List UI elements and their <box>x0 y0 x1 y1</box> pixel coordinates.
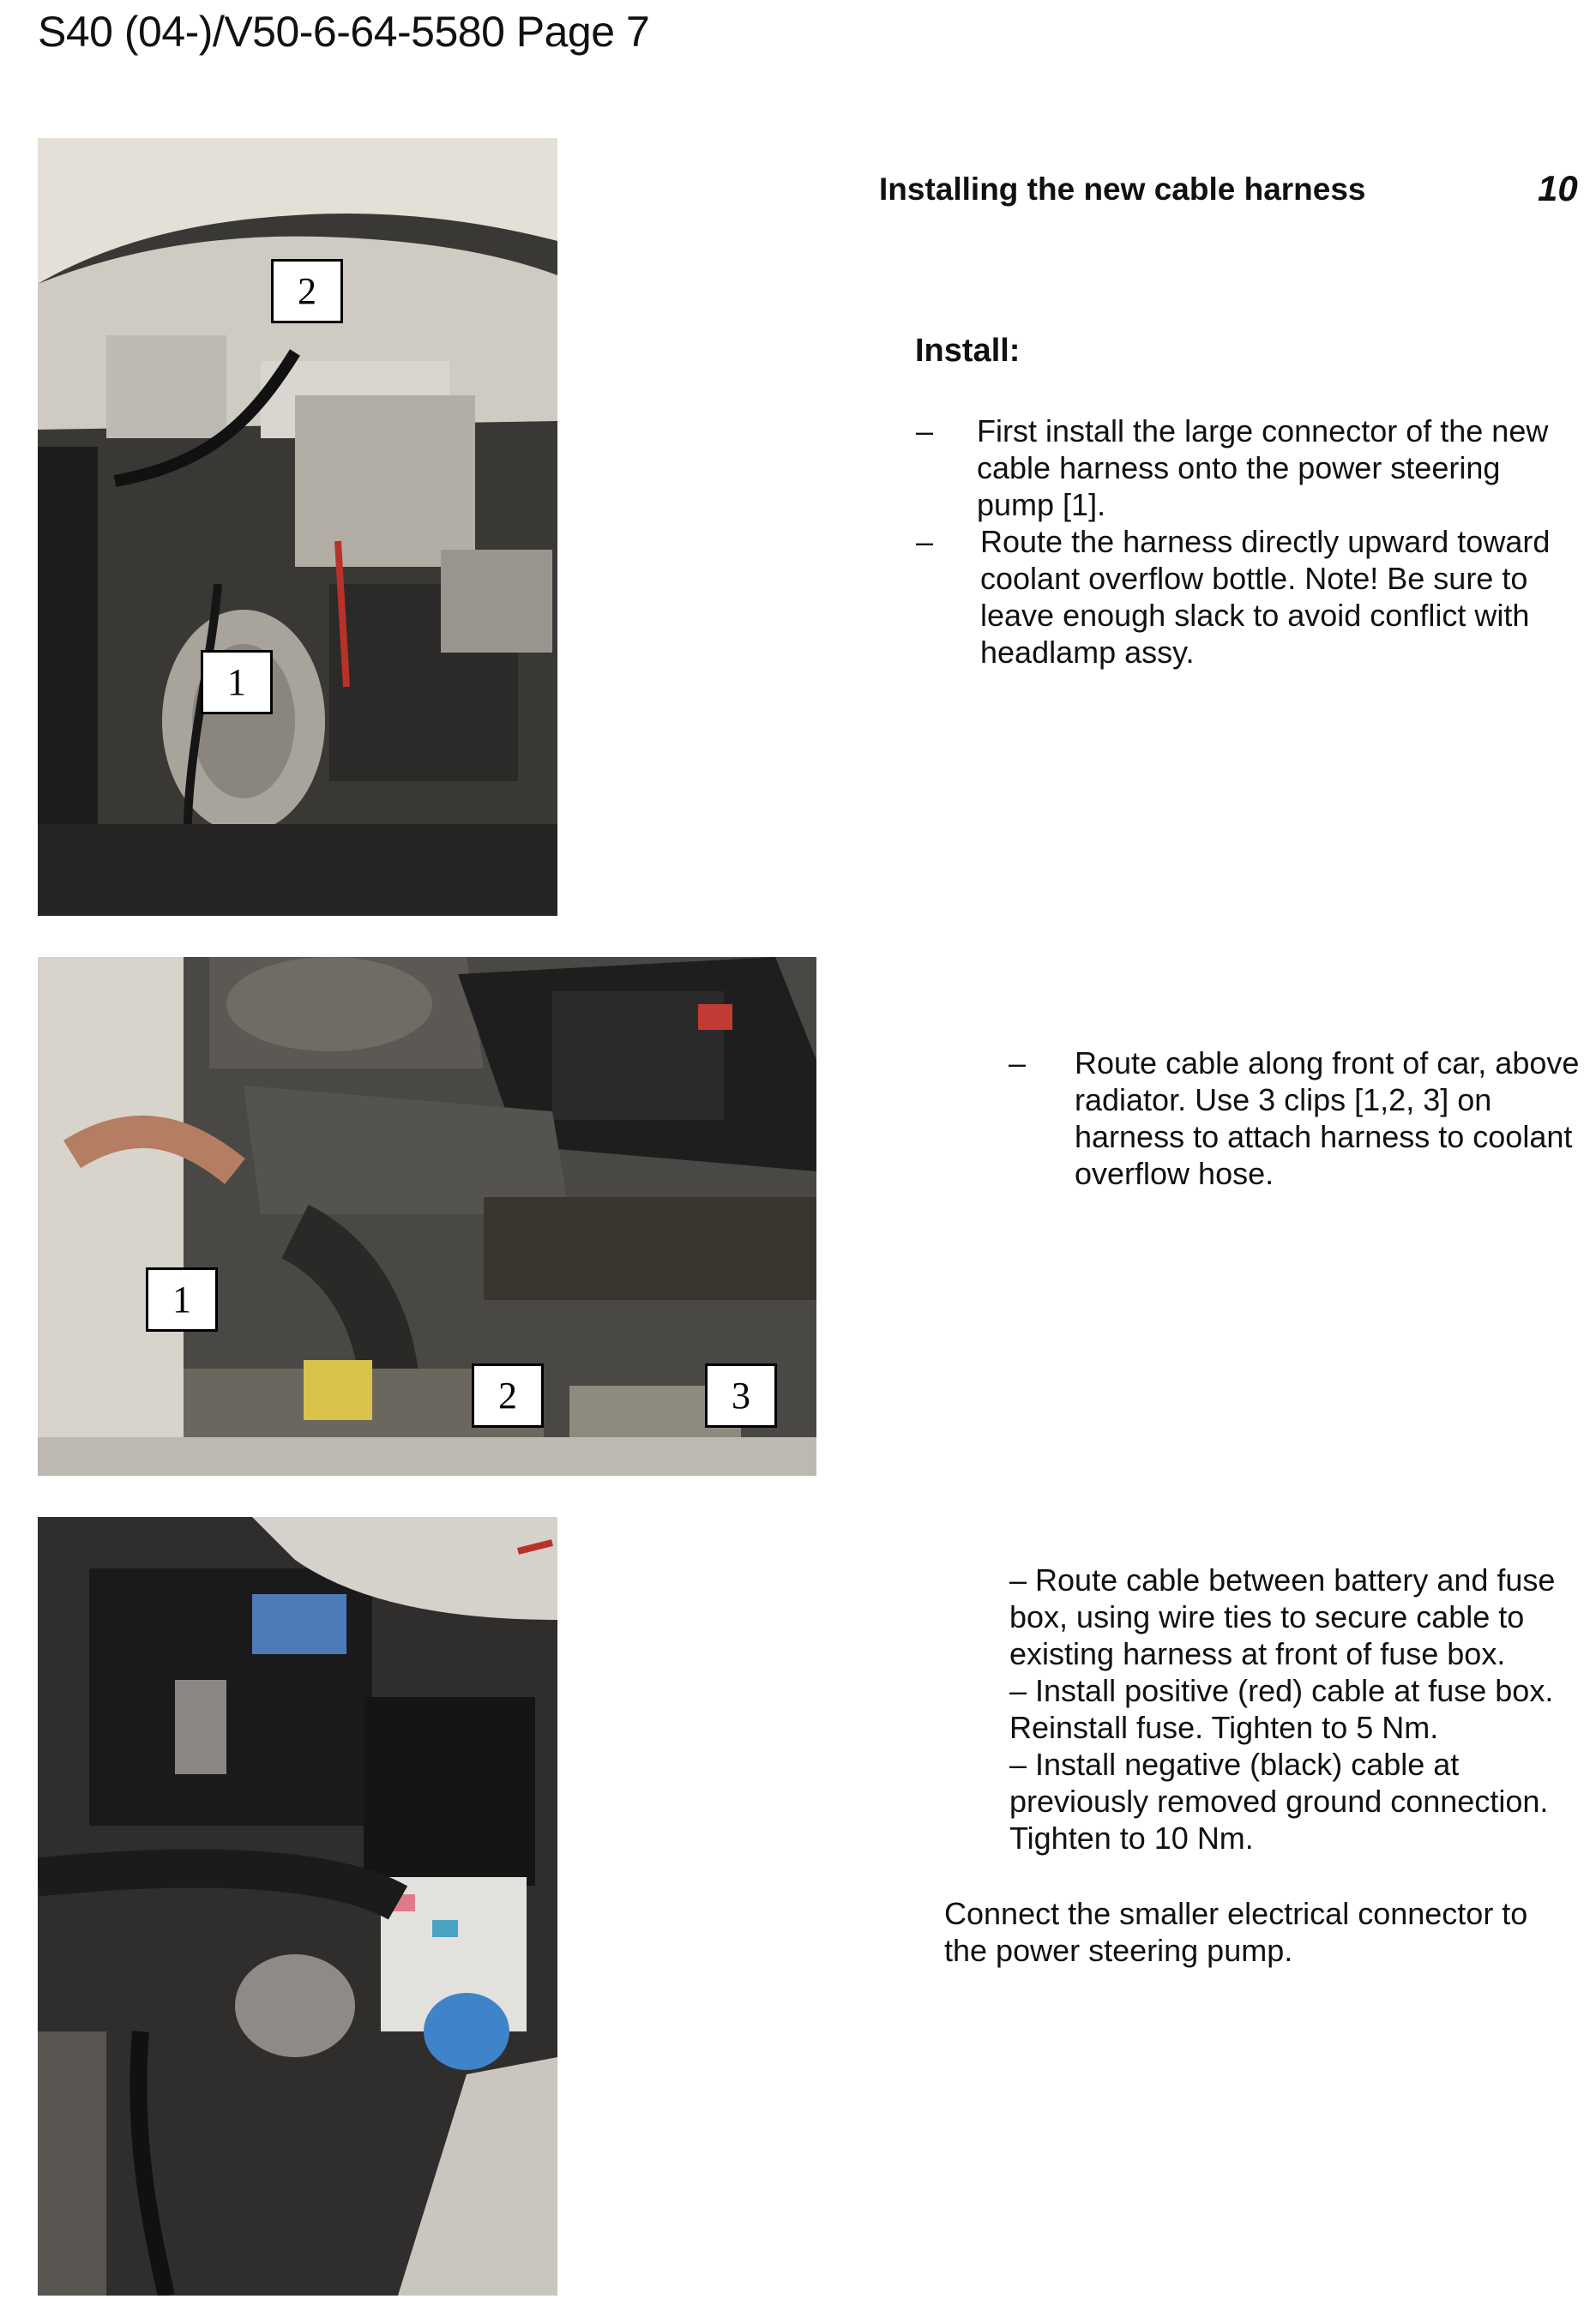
route-front-text: Route cable along front of car, above radiator. Use 3 clips [1,2, 3] on harness to attach harness to coolant overflow hose. <box>1075 1045 1580 1191</box>
photo-battery-fusebox <box>38 1517 557 2296</box>
battery-step-1: – Route cable between battery and fuse box, using wire ties to secure cable to existing harness at front of fuse box. <box>1009 1562 1556 1671</box>
photo-power-steering-pump-image <box>38 138 557 916</box>
install-item-1-dash: – <box>916 413 934 448</box>
photo1-callout-1: 1 <box>201 650 273 714</box>
install-item-1: First install the large connector of the new cable harness onto the power steering pump [1]. <box>977 413 1549 522</box>
final-note: Connect the smaller electrical connector to the power steering pump. <box>944 1896 1528 1968</box>
battery-step-2: – Install positive (red) cable at fuse box. Reinstall fuse. Tighten to 5 Nm. <box>1009 1673 1554 1745</box>
battery-step-3: – Install negative (black) cable at previously removed ground connection. Tighten to 10 Nm. <box>1009 1747 1549 1856</box>
step-number: 10 <box>1538 168 1578 208</box>
page-header: S40 (04-)/V50-6-64-5580 Page 7 <box>38 8 650 56</box>
photo2-callout-1: 1 <box>146 1267 218 1332</box>
install-item-2-dash: – <box>916 524 934 559</box>
install-item-2: Route the harness directly upward toward coolant overflow bottle. Note! Be sure to leave enough slack to avoid conflict with headlamp assy. <box>980 524 1551 670</box>
section-title: Installing the new cable harness <box>879 172 1366 207</box>
photo-front-radiator-image <box>38 957 816 1476</box>
photo2-callout-3: 3 <box>705 1363 777 1428</box>
photo1-callout-2: 2 <box>271 259 343 323</box>
route-front-dash: – <box>1009 1045 1027 1080</box>
photo-front-radiator <box>38 957 816 1476</box>
install-label: Install: <box>915 333 1021 369</box>
photo2-callout-2: 2 <box>472 1363 544 1428</box>
photo-battery-fusebox-image <box>38 1517 557 2296</box>
photo-power-steering-pump <box>38 138 557 916</box>
